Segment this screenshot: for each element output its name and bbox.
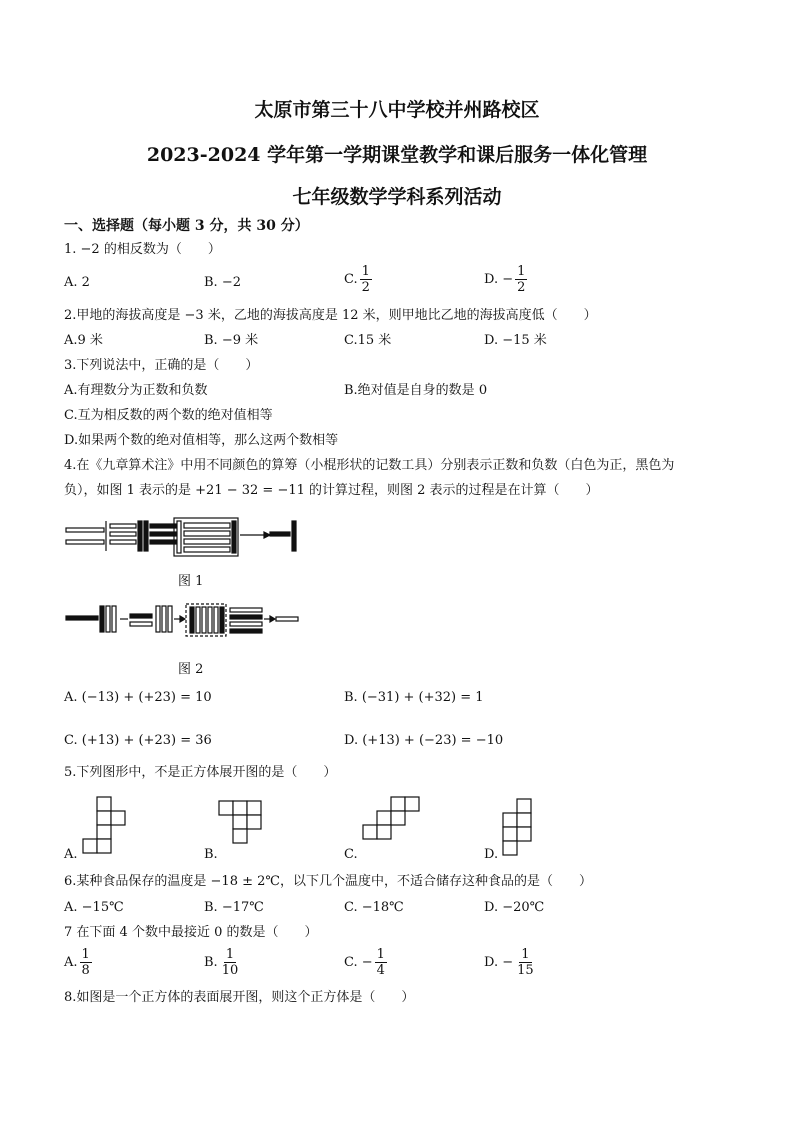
fraction-denominator: 10 <box>221 963 239 978</box>
q1-option-b: B. −2 <box>204 275 241 290</box>
q4-stem-line1: 4.在《九章算术注》中用不同颜色的算筹（小棍形状的记数工具）分别表示正数和负数（白色为正，黑色为 <box>64 458 675 473</box>
fraction-numerator: 1 <box>521 947 530 962</box>
q6-stem: 6.某种食品保存的温度是 −18 ± 2℃，以下几个温度中，不适合储存这种食品的是（ ） <box>64 874 592 889</box>
q1-option-c <box>344 264 372 295</box>
q1-option-c-prefix: C. <box>344 271 358 287</box>
q3-option-c: C.互为相反数的两个数的绝对值相等 <box>64 408 273 423</box>
figure-1-caption: 图 1 <box>178 574 204 589</box>
cube-net-d <box>502 798 538 860</box>
q7-option-b-fraction <box>220 947 241 978</box>
q7-stem: 7 在下面 4 个数中最接近 0 的数是（ ） <box>64 925 318 940</box>
section-heading: 一、选择题（每小题 3 分，共 30 分） <box>64 218 309 234</box>
fraction-denominator: 15 <box>517 963 534 978</box>
q4-option-b: B. (−31) + (+32) = 1 <box>344 690 484 705</box>
q4-stem-line2: 负），如图 1 表示的是 +21 − 32 = −11 的计算过程，则图 2 表示的过程是在计算（ ） <box>64 483 599 498</box>
counting-rods-figure-1 <box>64 515 314 565</box>
q3-option-a: A.有理数分为正数和负数 <box>64 383 208 398</box>
cube-net-c <box>362 796 422 858</box>
q1-option-a: A. 2 <box>64 275 90 290</box>
q1-option-c-fraction <box>360 264 372 295</box>
q2-option-d: D. −15 米 <box>484 333 547 348</box>
q7-option-b-prefix: B. <box>204 954 218 970</box>
q3-stem: 3.下列说法中，正确的是（ ） <box>64 358 259 373</box>
counting-rods-figure-2 <box>64 602 314 642</box>
q7-option-a-prefix: A. <box>64 954 78 970</box>
fraction-numerator: 1 <box>517 264 526 279</box>
q7-option-b <box>204 947 240 978</box>
q7-option-c-fraction <box>375 947 387 978</box>
q6-option-a: A. −15℃ <box>64 900 124 915</box>
q1-option-d-prefix: D. − <box>484 271 514 287</box>
fraction-denominator: 4 <box>376 963 385 978</box>
q1-option-d-fraction <box>515 264 527 295</box>
cube-net-a <box>82 796 132 858</box>
q7-option-a-fraction <box>80 947 92 978</box>
term-title: 2023-2024 学年第一学期课堂教学和课后服务一体化管理 <box>146 144 648 166</box>
q5-option-d: D. <box>484 847 499 862</box>
fraction-numerator: 1 <box>81 947 90 962</box>
q3-option-d: D.如果两个数的绝对值相等，那么这两个数相等 <box>64 433 339 448</box>
q7-option-c <box>344 947 387 978</box>
fraction-numerator: 1 <box>225 947 235 962</box>
fraction-numerator: 1 <box>361 264 370 279</box>
q5-option-b: B. <box>204 847 218 862</box>
q4-option-a: A. (−13) + (+23) = 10 <box>64 690 212 705</box>
q7-option-d-prefix: D. − <box>484 954 514 970</box>
q5-option-c: C. <box>344 847 358 862</box>
q1-stem: 1. −2 的相反数为（ ） <box>64 242 221 257</box>
q2-option-b: B. −9 米 <box>204 333 259 348</box>
q6-option-b: B. −17℃ <box>204 900 264 915</box>
figure-2-caption: 图 2 <box>178 662 204 677</box>
q2-option-c: C.15 米 <box>344 333 392 348</box>
cube-net-b <box>218 800 268 860</box>
q7-option-d <box>484 947 536 978</box>
q4-option-c: C. (+13) + (+23) = 36 <box>64 733 212 748</box>
fraction-denominator: 2 <box>517 280 526 295</box>
q2-stem: 2.甲地的海拔高度是 −3 米，乙地的海拔高度是 12 米，则甲地比乙地的海拔高度低（ ） <box>64 308 597 323</box>
q4-option-d: D. (+13) + (−23) = −10 <box>344 733 504 748</box>
fraction-denominator: 2 <box>361 280 370 295</box>
q5-stem: 5.下列图形中，不是正方体展开图的是（ ） <box>64 765 337 780</box>
q1-option-d <box>484 264 527 295</box>
q7-option-d-fraction <box>515 947 536 978</box>
school-title: 太原市第三十八中学校并州路校区 <box>254 99 540 121</box>
q7-option-c-prefix: C. − <box>344 954 373 970</box>
q3-option-b: B.绝对值是自身的数是 0 <box>344 383 488 398</box>
fraction-denominator: 8 <box>81 963 90 978</box>
q6-option-d: D. −20℃ <box>484 900 545 915</box>
fraction-numerator: 1 <box>376 947 385 962</box>
activity-title: 七年级数学学科系列活动 <box>292 186 502 208</box>
q7-option-a <box>64 947 92 978</box>
q6-option-c: C. −18℃ <box>344 900 404 915</box>
q5-option-a: A. <box>64 847 78 862</box>
q2-option-a: A.9 米 <box>64 333 103 348</box>
q8-stem: 8.如图是一个正方体的表面展开图，则这个正方体是（ ） <box>64 990 415 1005</box>
